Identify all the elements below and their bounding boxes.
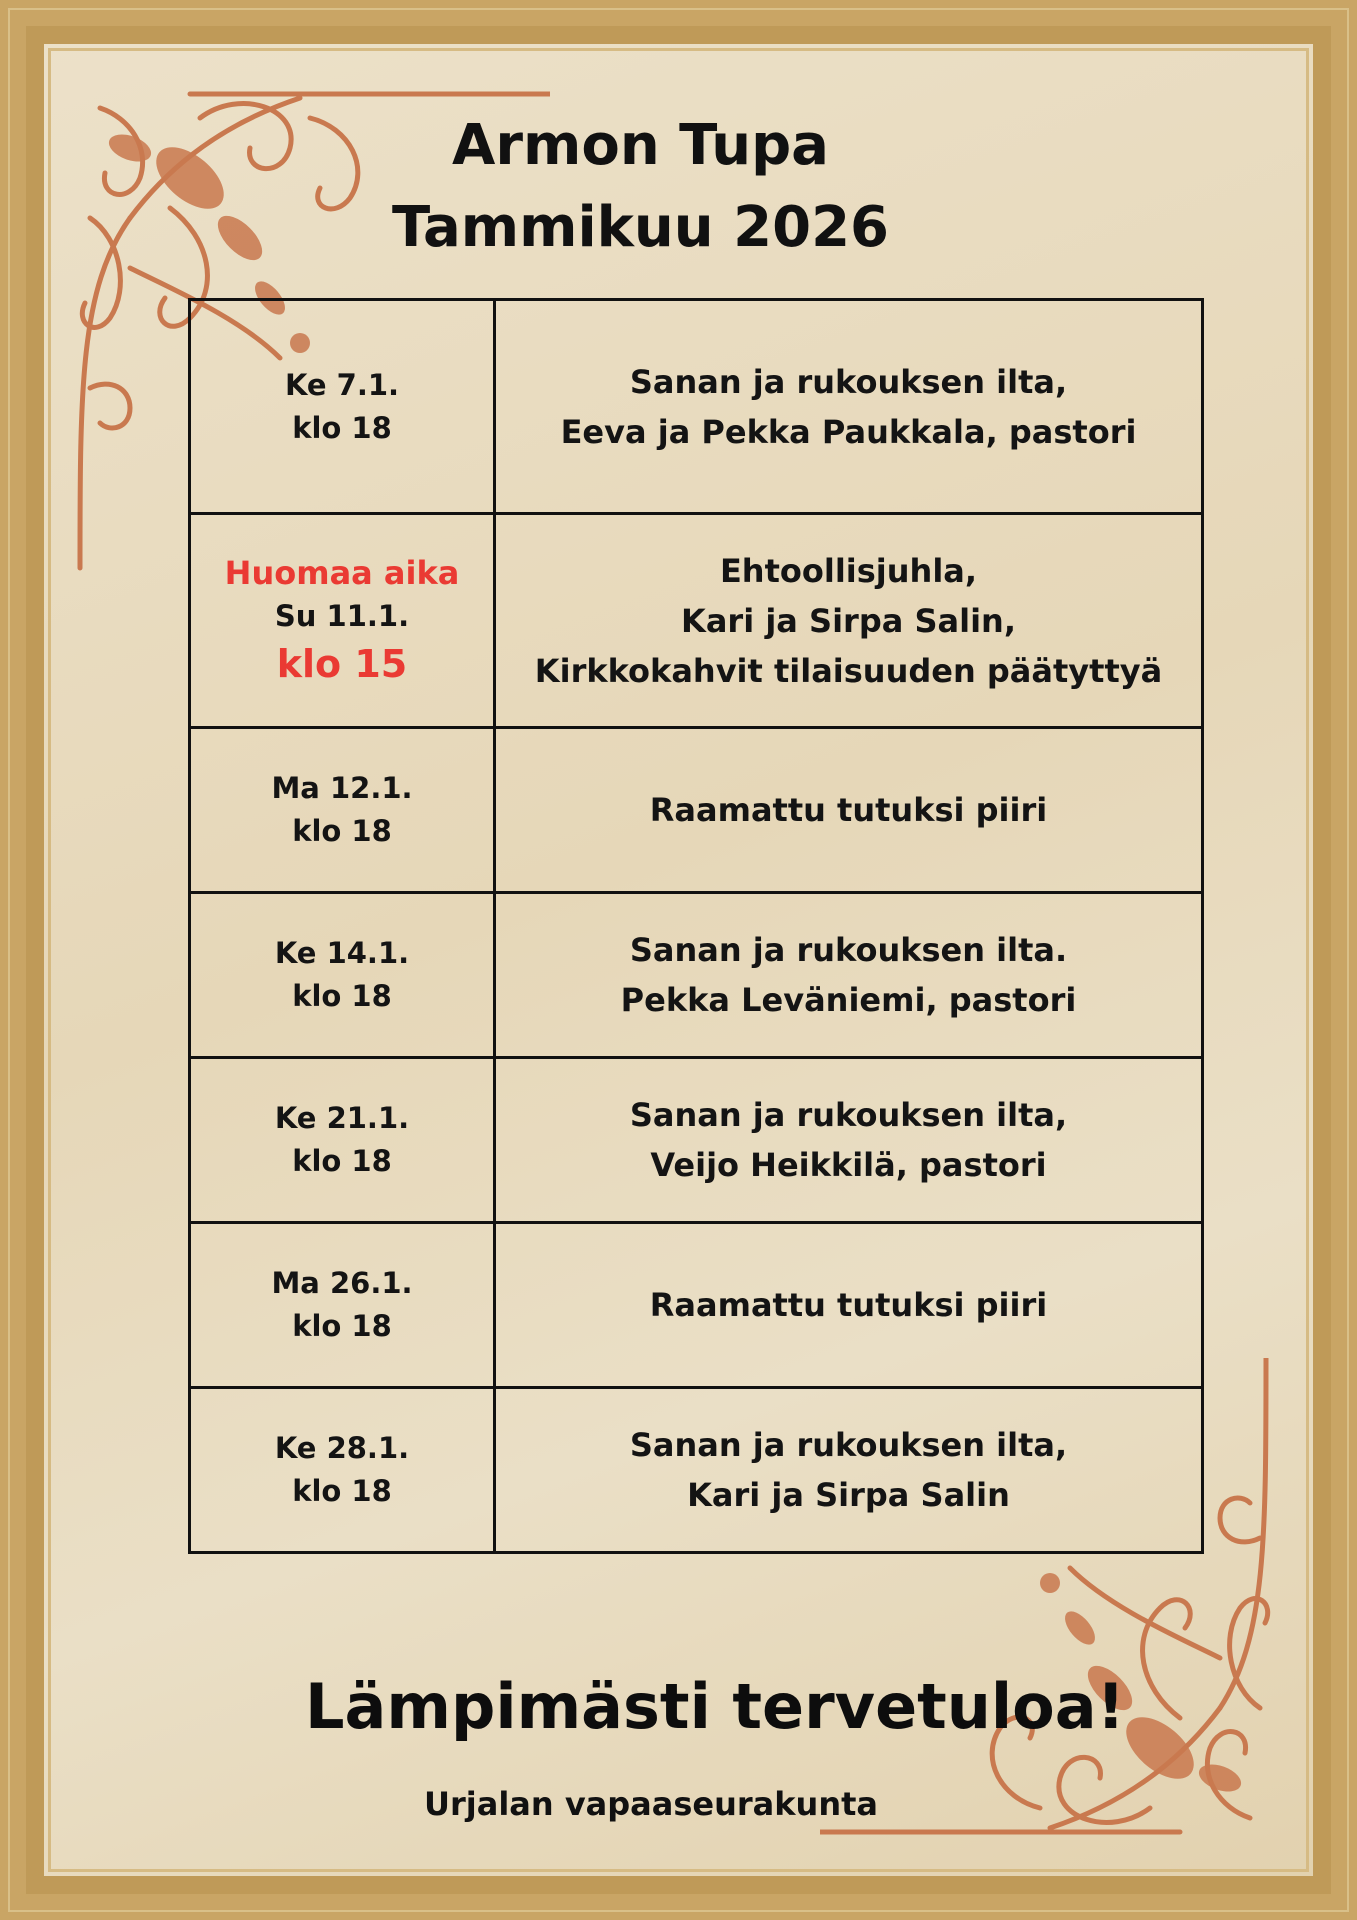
date-line: Ke 21.1. xyxy=(274,1101,410,1135)
date-line: Ke 14.1. xyxy=(274,936,410,970)
date-line: klo 18 xyxy=(292,814,392,848)
event-line: Kari ja Sirpa Salin xyxy=(687,1476,1010,1514)
schedule-date-cell xyxy=(190,1223,495,1388)
event-line: Raamattu tutuksi piiri xyxy=(649,791,1048,829)
schedule-event-cell xyxy=(495,1223,1203,1388)
schedule-row xyxy=(190,1388,1203,1553)
schedule-date-cell xyxy=(190,893,495,1058)
date-line: Su 11.1. xyxy=(274,598,410,633)
event-line: Sanan ja rukouksen ilta, xyxy=(629,1426,1068,1464)
page-title: Armon Tupa xyxy=(452,113,829,178)
event-line: Raamattu tutuksi piiri xyxy=(649,1286,1048,1324)
date-line: klo 18 xyxy=(292,1309,392,1343)
schedule-event-cell xyxy=(495,728,1203,893)
event-line: Sanan ja rukouksen ilta, xyxy=(629,362,1068,401)
time-change-note: Huomaa aika xyxy=(224,553,460,592)
event-line: Sanan ja rukouksen ilta. xyxy=(629,931,1068,969)
event-line: Pekka Leväniemi, pastori xyxy=(620,981,1077,1019)
schedule-event-cell xyxy=(495,893,1203,1058)
highlighted-time: klo 15 xyxy=(276,641,408,686)
event-line: Kari ja Sirpa Salin, xyxy=(681,601,1016,640)
date-line: Ke 28.1. xyxy=(274,1431,410,1465)
event-line: Eeva ja Pekka Paukkala, pastori xyxy=(560,412,1137,451)
event-line: Sanan ja rukouksen ilta, xyxy=(629,1096,1068,1134)
schedule-date-cell xyxy=(190,728,495,893)
schedule-event-cell xyxy=(495,1058,1203,1223)
schedule-row xyxy=(190,514,1203,728)
organization-name: Urjalan vapaaseurakunta xyxy=(424,1785,878,1823)
schedule-date-cell xyxy=(190,514,495,728)
schedule-table xyxy=(188,298,1204,1554)
page-subtitle: Tammikuu 2026 xyxy=(392,195,889,260)
event-line: Ehtoollisjuhla, xyxy=(719,551,978,590)
date-line: klo 18 xyxy=(292,1144,392,1178)
date-line: klo 18 xyxy=(292,1474,392,1508)
date-line: klo 18 xyxy=(292,979,392,1013)
date-line: Ma 12.1. xyxy=(271,771,413,805)
date-line: Ma 26.1. xyxy=(271,1266,413,1300)
schedule-row xyxy=(190,893,1203,1058)
schedule-date-cell xyxy=(190,1058,495,1223)
schedule-row xyxy=(190,300,1203,514)
schedule-row xyxy=(190,1058,1203,1223)
welcome-text: Lämpimästi tervetuloa! xyxy=(305,1670,1125,1743)
schedule-date-cell xyxy=(190,1388,495,1553)
schedule-event-cell xyxy=(495,300,1203,514)
schedule-row xyxy=(190,1223,1203,1388)
date-line: klo 18 xyxy=(292,410,392,445)
schedule-row xyxy=(190,728,1203,893)
schedule-date-cell xyxy=(190,300,495,514)
schedule-event-cell xyxy=(495,1388,1203,1553)
event-line: Kirkkokahvit tilaisuuden päätyttyä xyxy=(534,651,1163,690)
schedule-event-cell xyxy=(495,514,1203,728)
date-line: Ke 7.1. xyxy=(284,367,400,402)
event-line: Veijo Heikkilä, pastori xyxy=(650,1146,1047,1184)
